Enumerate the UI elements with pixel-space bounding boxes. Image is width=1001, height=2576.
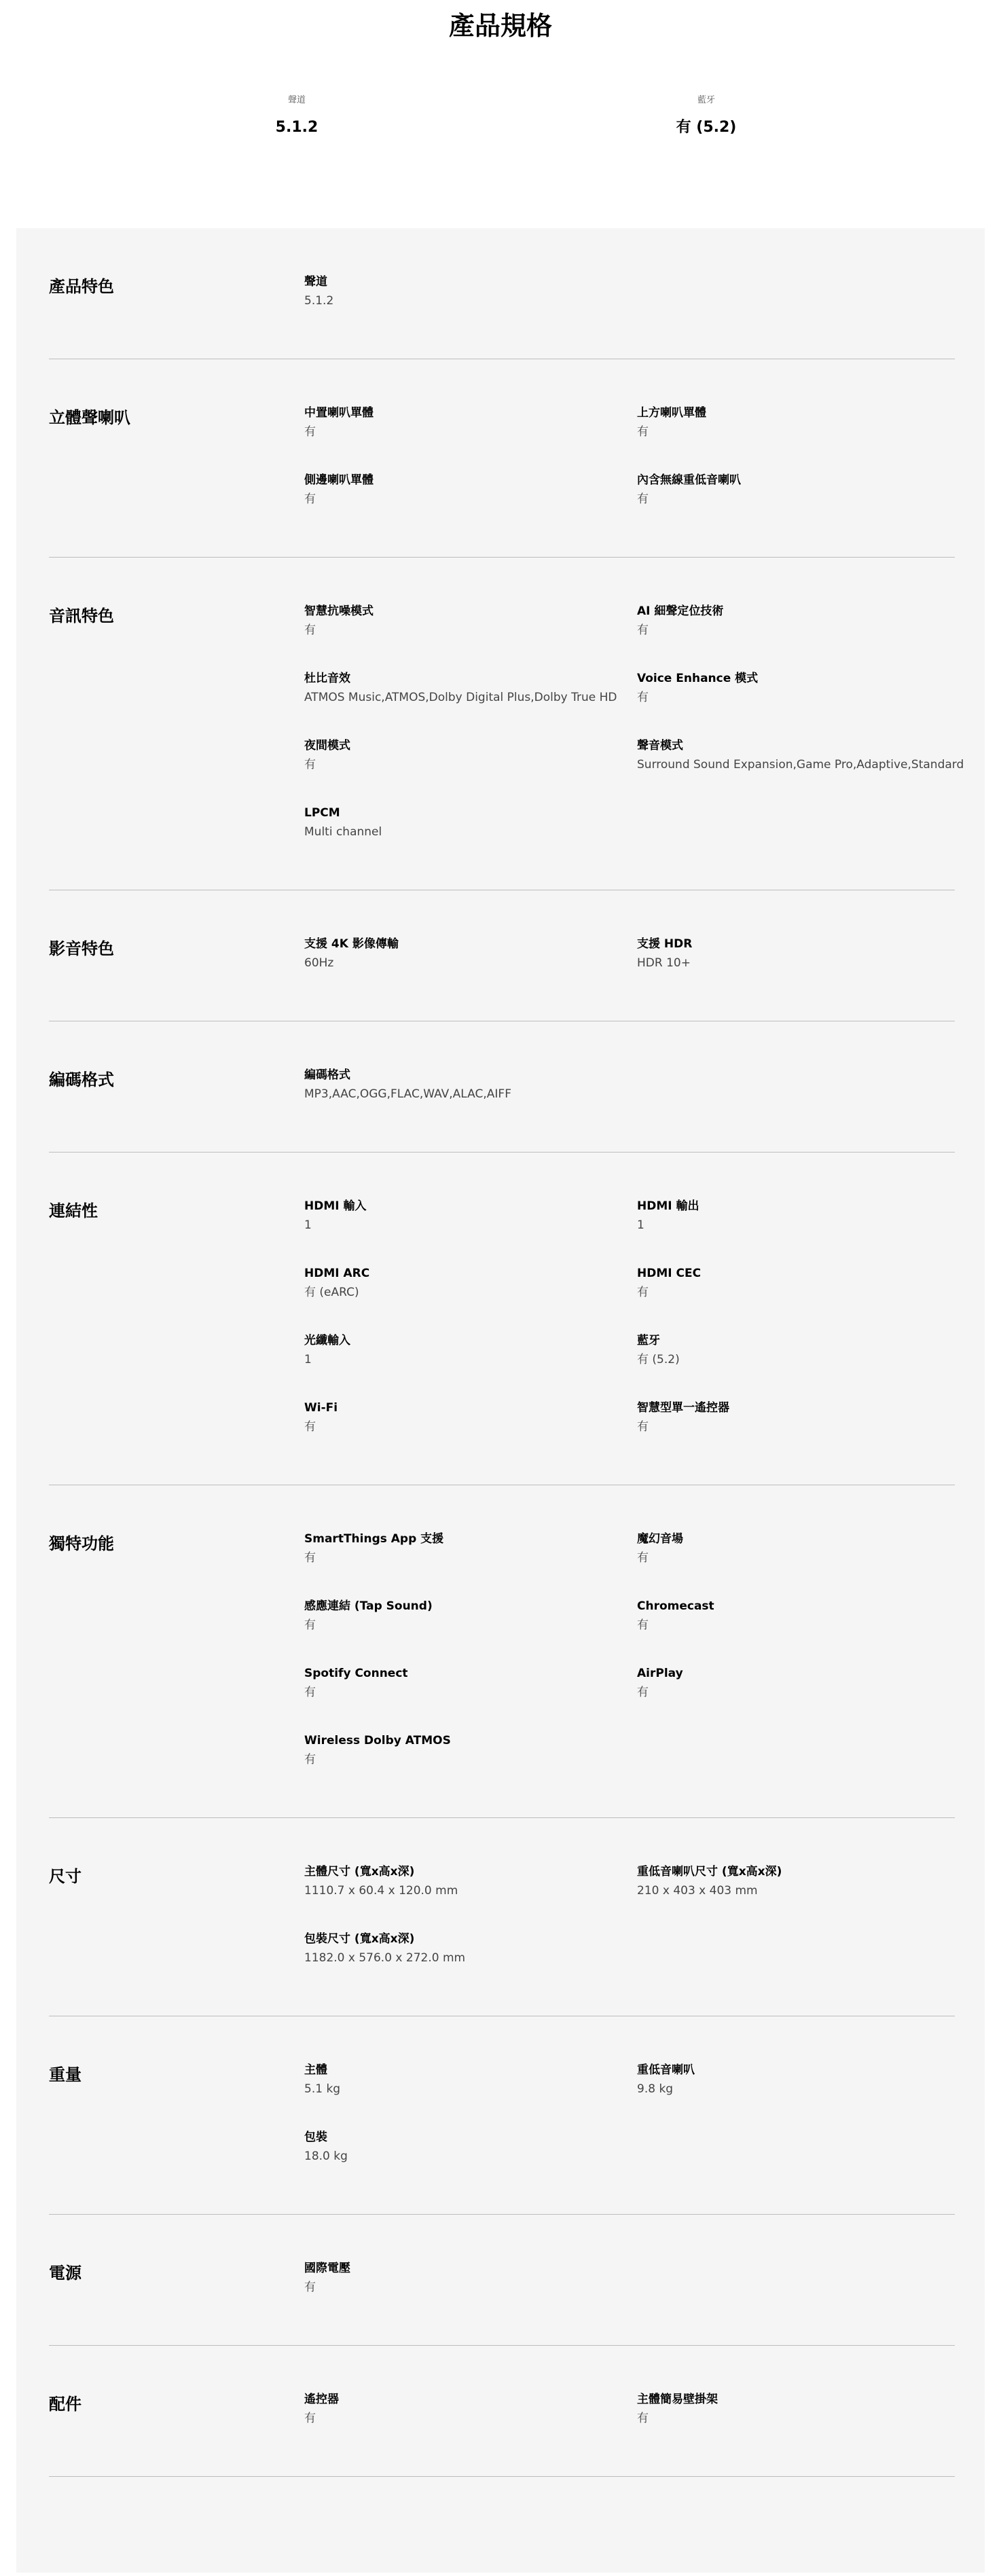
spec-item (304, 1530, 623, 1567)
spec-section (49, 2215, 955, 2346)
spec-category-title: 重量 (49, 2065, 81, 2084)
spec-item-label: 杜比音效 (304, 672, 350, 685)
spec-item (637, 2061, 956, 2098)
spec-item (304, 273, 623, 310)
spec-item (304, 1332, 623, 1368)
spec-item (304, 2391, 623, 2427)
spec-item (637, 471, 956, 508)
spec-item (304, 737, 623, 774)
spec-section (49, 1021, 955, 1153)
spec-item-label: LPCM (304, 806, 340, 820)
spec-item (304, 804, 623, 841)
spec-section (49, 359, 955, 558)
spec-item-label: 聲音模式 (637, 739, 683, 752)
spec-item-value: ATMOS Music,ATMOS,Dolby Digital Plus,Dolby True HD (304, 691, 617, 704)
spec-item-value: 有 (5.2) (637, 1353, 680, 1366)
spec-item-value: 有 (637, 1618, 649, 1632)
spec-item-value: 有 (637, 1686, 649, 1699)
spec-item-label: 內含無線重低音喇叭 (637, 473, 741, 487)
spec-item-value: 60Hz (304, 956, 334, 970)
spec-item (304, 670, 623, 706)
spec-item (304, 2128, 623, 2165)
spec-item-value: 有 (304, 1551, 316, 1565)
section-divider (49, 2476, 955, 2477)
spec-item (304, 1665, 623, 1701)
spec-item-value: 有 (304, 492, 316, 506)
spec-item (304, 1399, 623, 1436)
spec-item-value: 有 (304, 758, 316, 772)
spec-section (49, 2346, 955, 2477)
spec-item-value: 有 (637, 1420, 649, 1434)
spec-section (49, 1153, 955, 1485)
spec-category-title: 電源 (49, 2264, 81, 2283)
spec-item-label: 包裝 (304, 2130, 327, 2144)
spec-item-value: 1182.0 x 576.0 x 272.0 mm (304, 1951, 466, 1965)
spec-item (637, 2391, 956, 2427)
spec-item (637, 404, 956, 441)
spec-item (304, 935, 623, 972)
spec-item-value: 有 (637, 691, 649, 704)
spec-item-label: 主體簡易壁掛架 (637, 2393, 718, 2406)
spec-item-label: 藍牙 (637, 1334, 660, 1347)
spec-item-label: HDMI CEC (637, 1267, 702, 1280)
spec-item-value: 有 (637, 492, 649, 506)
highlight-value: 5.1.2 (275, 119, 318, 136)
spec-item-label: 光纖輸入 (304, 1334, 350, 1347)
spec-item (637, 935, 956, 972)
spec-section (49, 228, 955, 359)
spec-section (49, 890, 955, 1021)
spec-item-value: 1 (637, 1218, 644, 1232)
spec-category-title: 立體聲喇叭 (49, 408, 130, 427)
spec-item-value: 5.1.2 (304, 294, 334, 308)
spec-item (637, 1197, 956, 1234)
spec-item (304, 602, 623, 639)
spec-item-value: 1110.7 x 60.4 x 120.0 mm (304, 1884, 458, 1898)
spec-item-label: 感應連結 (Tap Sound) (304, 1599, 433, 1613)
spec-category-title: 影音特色 (49, 939, 114, 958)
spec-category-title: 尺寸 (49, 1867, 81, 1886)
spec-item-label: 重低音喇叭尺寸 (寬x高x深) (637, 1865, 782, 1879)
spec-item (304, 471, 623, 508)
spec-item (304, 404, 623, 441)
spec-item (304, 1732, 623, 1768)
spec-item-label: AI 細聲定位技術 (637, 604, 724, 618)
spec-item-label: 上方喇叭單體 (637, 406, 706, 420)
highlight-channels (168, 94, 426, 139)
spec-item-value: 有 (637, 2412, 649, 2425)
spec-item-label: HDMI 輸出 (637, 1199, 699, 1213)
spec-item-label: Voice Enhance 模式 (637, 672, 759, 685)
spec-section (49, 2016, 955, 2215)
spec-category-title: 配件 (49, 2395, 81, 2414)
spec-item (637, 670, 956, 706)
spec-item-value: 有 (637, 1286, 649, 1299)
spec-item (637, 1265, 956, 1301)
spec-item-label: Spotify Connect (304, 1667, 408, 1680)
spec-item-value: 有 (637, 623, 649, 637)
spec-item-label: 側邊喇叭單體 (304, 473, 374, 487)
spec-item (637, 1399, 956, 1436)
spec-item-value: Multi channel (304, 825, 382, 839)
highlight-bluetooth (577, 94, 835, 139)
spec-item-label: 包裝尺寸 (寬x高x深) (304, 1932, 415, 1946)
highlight-value: 有 (5.2) (676, 119, 737, 136)
spec-item-value: Surround Sound Expansion,Game Pro,Adaptive,Standard (637, 758, 964, 772)
spec-item (304, 2260, 623, 2296)
spec-item (304, 1863, 623, 1900)
spec-item-value: 18.0 kg (304, 2149, 348, 2163)
spec-item (304, 1597, 623, 1634)
highlight-label: 聲道 (287, 95, 306, 105)
spec-category-title: 產品特色 (49, 277, 114, 296)
spec-item (637, 1332, 956, 1368)
spec-item (637, 1530, 956, 1567)
spec-item-value: 有 (304, 1753, 316, 1766)
spec-item-value: 有 (304, 2281, 316, 2294)
spec-item-label: 智慧抗噪模式 (304, 604, 374, 618)
spec-item (637, 1665, 956, 1701)
spec-item-value: 有 (304, 1420, 316, 1434)
spec-item-value: 有 (304, 2412, 316, 2425)
spec-item-label: HDMI 輸入 (304, 1199, 367, 1213)
spec-item-value: 有 (304, 623, 316, 637)
spec-item-label: 遙控器 (304, 2393, 339, 2406)
spec-panel (16, 228, 985, 2573)
spec-item-label: Wi-Fi (304, 1401, 338, 1415)
spec-item-value: 有 (637, 425, 649, 439)
spec-category-title: 連結性 (49, 1201, 98, 1220)
spec-item-value: 有 (eARC) (304, 1286, 359, 1299)
spec-section (49, 558, 964, 890)
spec-item-label: 主體尺寸 (寬x高x深) (304, 1865, 415, 1879)
spec-item-value: 1 (304, 1353, 312, 1366)
spec-item-value: 有 (304, 1686, 316, 1699)
spec-item-label: 魔幻音場 (637, 1532, 683, 1546)
spec-item-label: 智慧型單一遙控器 (637, 1401, 729, 1415)
spec-item-label: 聲道 (304, 275, 327, 289)
spec-item-value: 有 (637, 1551, 649, 1565)
spec-item-label: 主體 (304, 2063, 327, 2077)
highlight-label: 藍牙 (697, 95, 715, 105)
spec-item (304, 1066, 623, 1103)
spec-category-title: 獨特功能 (49, 1534, 114, 1553)
spec-category-title: 音訊特色 (49, 606, 114, 625)
spec-item-label: 支援 HDR (637, 937, 693, 951)
spec-item-label: 支援 4K 影像傳輸 (304, 937, 399, 951)
spec-item-label: Chromecast (637, 1599, 714, 1613)
spec-section (49, 1485, 955, 1818)
spec-item-value: 有 (304, 1618, 316, 1632)
spec-category-title: 編碼格式 (49, 1070, 114, 1089)
spec-item (304, 1197, 623, 1234)
spec-item (637, 1597, 956, 1634)
spec-item (304, 1930, 623, 1967)
spec-item-value: 9.8 kg (637, 2082, 674, 2096)
spec-item-value: MP3,AAC,OGG,FLAC,WAV,ALAC,AIFF (304, 1087, 511, 1101)
spec-item-label: 中置喇叭單體 (304, 406, 374, 420)
spec-item-value: HDR 10+ (637, 956, 691, 970)
page-title: 產品規格 (448, 11, 552, 41)
spec-item-value: 有 (304, 425, 316, 439)
spec-item (304, 1265, 623, 1301)
spec-section (49, 1818, 955, 2016)
spec-item (304, 2061, 623, 2098)
spec-item-value: 5.1 kg (304, 2082, 341, 2096)
spec-item-label: Wireless Dolby ATMOS (304, 1734, 451, 1747)
spec-item-label: 夜間模式 (304, 739, 350, 752)
spec-item-label: 編碼格式 (304, 1068, 350, 1082)
spec-item-value: 1 (304, 1218, 312, 1232)
spec-item (637, 1863, 956, 1900)
spec-item-label: HDMI ARC (304, 1267, 370, 1280)
spec-item-label: AirPlay (637, 1667, 683, 1680)
spec-item (637, 602, 956, 639)
spec-item-label: SmartThings App 支援 (304, 1532, 444, 1546)
spec-item-value: 210 x 403 x 403 mm (637, 1884, 758, 1898)
spec-item-label: 重低音喇叭 (637, 2063, 695, 2077)
spec-item-label: 國際電壓 (304, 2262, 350, 2275)
spec-item (637, 737, 964, 774)
